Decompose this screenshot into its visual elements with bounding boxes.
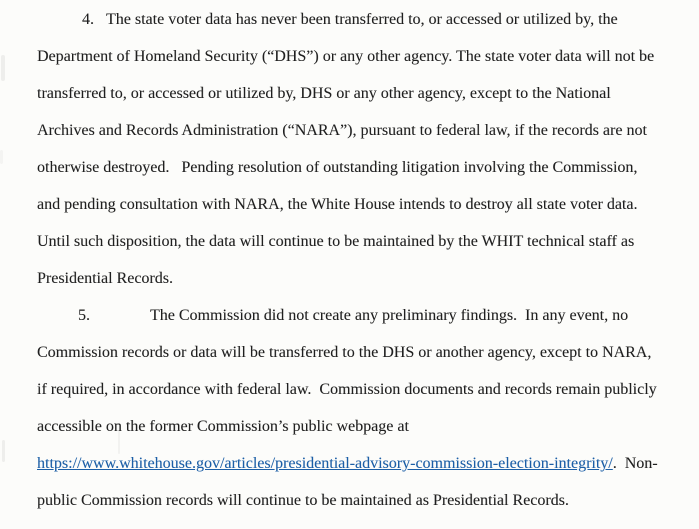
text-line: Department of Homeland Security (“DHS”) or any other agency. The state voter data will not be — [37, 48, 655, 65]
paragraph-number: 4. — [82, 11, 94, 28]
text-line — [37, 445, 669, 482]
declaration-text-block — [37, 1, 669, 519]
scan-smudge — [0, 150, 3, 164]
text-line: public Commission records will continue to be maintained as Presidential Records. — [37, 492, 569, 509]
text-line — [37, 1, 669, 38]
text-line: Archives and Records Administration (“NARA”), pursuant to federal law, if the records are not — [37, 122, 647, 139]
line-text: The state voter data has never been transferred to, or accessed or utilized by, the — [106, 11, 618, 28]
paragraph-number: 5. — [78, 307, 90, 324]
text-line: accessible on the former Commission’s public webpage at — [37, 418, 409, 435]
text-line: transferred to, or accessed or utilized by, DHS or any other agency, except to the National — [37, 85, 611, 102]
text-line: if required, in accordance with federal law. Commission documents and records remain publicly — [37, 381, 657, 398]
line-text: . Non- — [612, 455, 658, 472]
text-line: Until such disposition, the data will continue to be maintained by the WHIT technical staff as — [37, 233, 635, 250]
commission-webpage-link[interactable]: https://www.whitehouse.gov/articles/presidential-advisory-commission-election-integrity/ — [37, 455, 613, 472]
text-line: Commission records or data will be transferred to the DHS or another agency, except to NARA, — [37, 344, 652, 361]
text-line: and pending consultation with NARA, the White House intends to destroy all state voter data. — [37, 196, 638, 213]
paragraph-4 — [37, 1, 669, 297]
line-text: The Commission did not create any preliminary findings. In any event, no — [150, 307, 629, 324]
text-line — [37, 297, 669, 334]
scan-smudge — [2, 440, 5, 462]
scan-smudge — [1, 55, 5, 81]
text-line: otherwise destroyed. Pending resolution of outstanding litigation involving the Commission, — [37, 159, 638, 176]
paragraph-5 — [37, 297, 669, 519]
text-line: Presidential Records. — [37, 270, 173, 287]
